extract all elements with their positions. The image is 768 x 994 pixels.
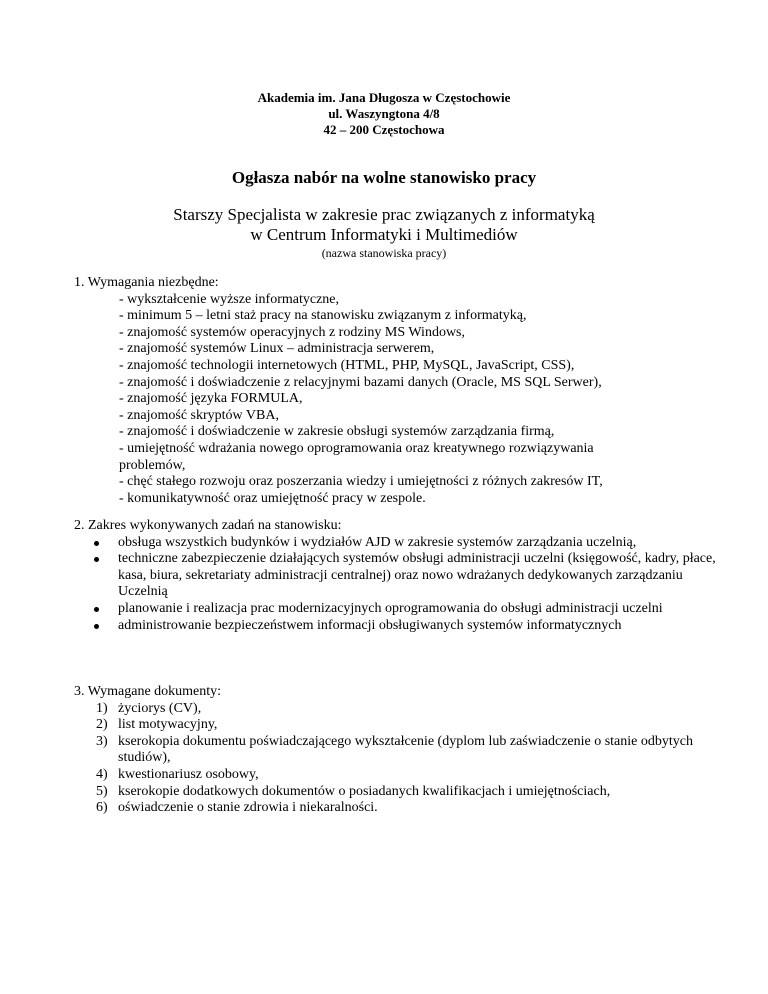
- duties-section: [74, 518, 734, 634]
- bullet-icon: [94, 541, 99, 546]
- list-item: [74, 784, 734, 801]
- institution-street: ul. Waszyngtona 4/8: [328, 106, 440, 121]
- list-item-text: list motywacyjny,: [118, 717, 218, 733]
- list-item-text: życiorys (CV),: [118, 700, 202, 716]
- list-item-text: techniczne zabezpieczenie działających systemów obsługi administracji uczelni (księgowość, kadry, płace, kasa, biura, sekretariaty administracji centralnej) oraz nowo wdrażanych dedykowanych zarządzaniu Uczelnią: [118, 551, 716, 600]
- documents-list: [74, 701, 734, 817]
- position-title-line1: Starszy Specjalista w zakresie prac związanych z informatyką: [173, 205, 595, 224]
- list-item: - znajomość języka FORMULA,: [119, 391, 303, 407]
- list-item-text: oświadczenie o stanie zdrowia i niekaralności.: [118, 800, 378, 816]
- position-title-line2: w Centrum Informatyki i Multimediów: [250, 225, 518, 244]
- list-item: - znajomość systemów Linux – administracja serwerem,: [119, 341, 435, 357]
- list-item-text: kwestionariusz osobowy,: [118, 766, 259, 782]
- list-item: - komunikatywność oraz umiejętność pracy w zespole.: [119, 490, 426, 506]
- list-item: [74, 767, 734, 784]
- requirements-list: [74, 292, 734, 508]
- documents-title: 3. Wymagane dokumenty:: [74, 684, 222, 699]
- list-item-text: obsługa wszystkich budynków i wydziałów AJD w zakresie systemów zarządzania uczelnią,: [118, 534, 637, 550]
- list-item-text: kserokopie dodatkowych dokumentów o posiadanych kwalifikacjach i umiejętnościach,: [118, 783, 611, 799]
- bullet-icon: [94, 607, 99, 612]
- list-item-text: planowanie i realizacja prac modernizacyjnych oprogramowania do obsługi administracji uczelni: [118, 600, 663, 616]
- list-item: [74, 734, 734, 767]
- list-item: - znajomość skryptów VBA,: [119, 407, 279, 423]
- list-number: 3): [96, 733, 108, 749]
- list-item: - minimum 5 – letni staż pracy na stanowisku związanym z informatyką,: [119, 308, 527, 324]
- list-item: - znajomość i doświadczenie z relacyjnymi bazami danych (Oracle, MS SQL Serwer),: [119, 374, 602, 390]
- duties-list: [74, 535, 734, 635]
- list-item-continuation: problemów,: [119, 457, 186, 473]
- bullet-icon: [94, 624, 99, 629]
- institution-name: Akademia im. Jana Długosza w Częstochowie: [257, 90, 511, 105]
- list-item: - umiejętność wdrażania nowego oprogramowania oraz kreatywnego rozwiązywania: [119, 440, 594, 456]
- position-note: (nazwa stanowiska pracy): [321, 246, 447, 260]
- list-number: 4): [96, 766, 108, 782]
- list-number: 6): [96, 800, 108, 816]
- list-item-text: kserokopia dokumentu poświadczającego wykształcenie (dyplom lub zaświadczenie o stanie odbytych studiów),: [118, 733, 693, 766]
- documents-section: [74, 684, 734, 817]
- list-item: - wykształcenie wyższe informatyczne,: [119, 291, 340, 307]
- list-item: [74, 551, 734, 601]
- requirements-section: [74, 275, 734, 507]
- announcement-title: Ogłasza nabór na wolne stanowisko pracy: [231, 168, 537, 187]
- list-number: 2): [96, 717, 108, 733]
- list-item: [74, 601, 734, 618]
- list-number: 5): [96, 783, 108, 799]
- list-number: 1): [96, 700, 108, 716]
- list-item: [74, 701, 734, 718]
- bullet-icon: [94, 557, 99, 562]
- list-item: - znajomość i doświadczenie w zakresie obsługi systemów zarządzania firmą,: [119, 424, 555, 440]
- list-item: - znajomość systemów operacyjnych z rodziny MS Windows,: [119, 324, 466, 340]
- list-item: [74, 717, 734, 734]
- list-item: - znajomość technologii internetowych (HTML, PHP, MySQL, JavaScript, CSS),: [119, 357, 575, 373]
- duties-title: 2. Zakres wykonywanych zadań na stanowisku:: [74, 518, 342, 533]
- institution-city: 42 – 200 Częstochowa: [323, 122, 445, 137]
- requirements-title: 1. Wymagania niezbędne:: [74, 275, 219, 290]
- list-item: - chęć stałego rozwoju oraz poszerzania wiedzy i umiejętności z różnych zakresów IT,: [119, 474, 603, 490]
- list-item-text: administrowanie bezpieczeństwem informacji obsługiwanych systemów informatycznych: [118, 617, 622, 633]
- list-item: [74, 800, 734, 817]
- list-item: [74, 535, 734, 552]
- list-item: [74, 618, 734, 635]
